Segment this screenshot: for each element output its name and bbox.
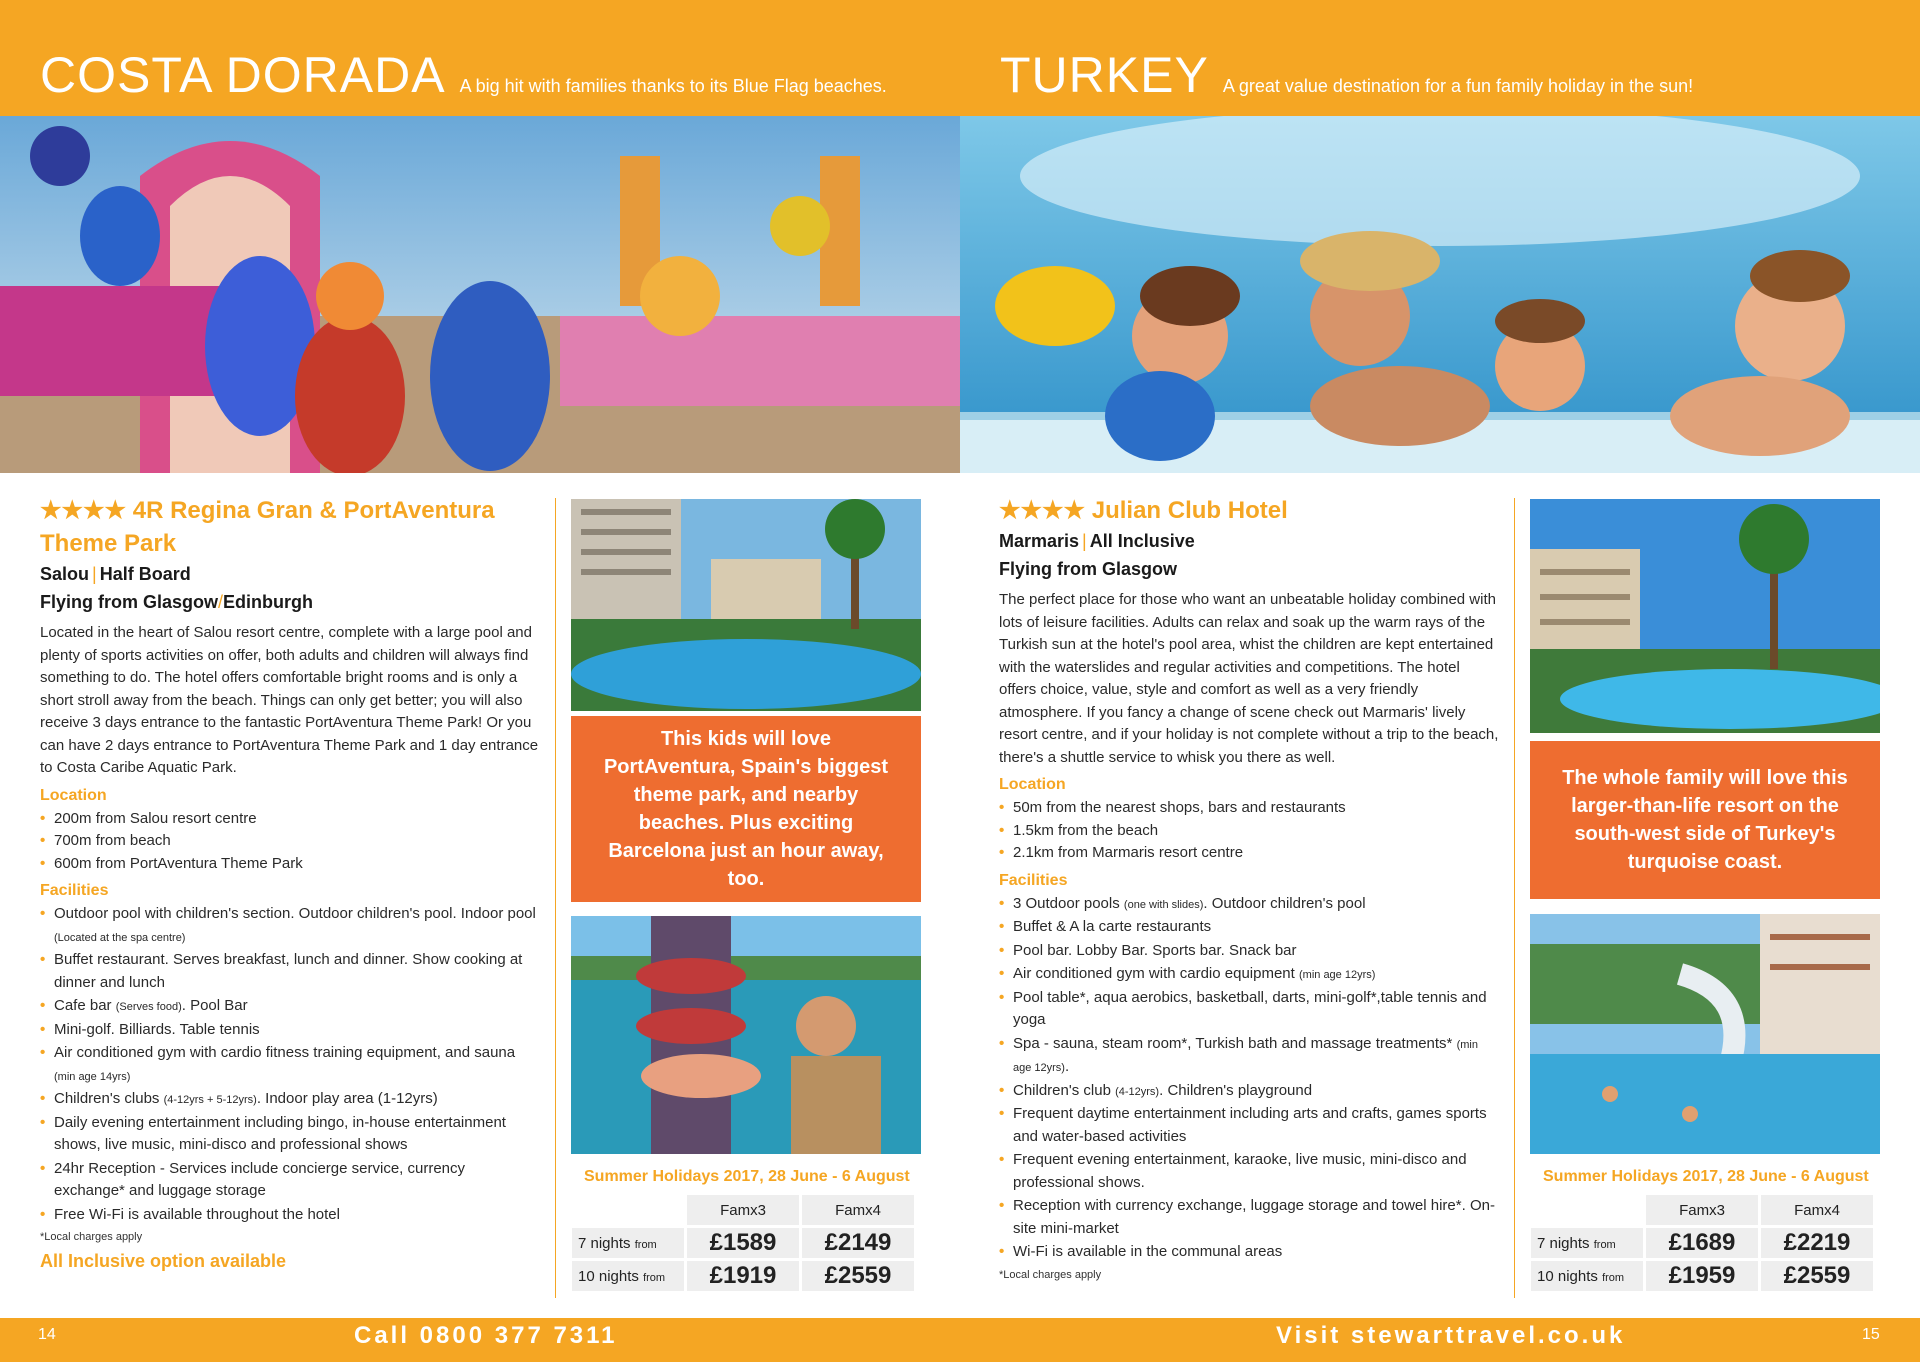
facilities-list bbox=[40, 903, 540, 1227]
list-item: • Spa - sauna, steam room*, Turkish bath and massage treatments* (min age 12yrs). bbox=[999, 1034, 1478, 1075]
column-header: Famx4 bbox=[802, 1195, 914, 1225]
hotel-block-regina bbox=[40, 494, 540, 1272]
table-header-row bbox=[1531, 1195, 1873, 1225]
price-cell: £2149 bbox=[802, 1228, 914, 1258]
price-cell: £2219 bbox=[1761, 1228, 1873, 1258]
page-number-left: 14 bbox=[38, 1326, 56, 1343]
hotel-name-line1: Julian Club Hotel bbox=[1091, 497, 1288, 524]
list-item: • Children's club (4-12yrs). Children's playground bbox=[999, 1081, 1313, 1099]
list-item: • 1.5km from the beach bbox=[999, 821, 1159, 839]
column-header: Famx3 bbox=[1646, 1195, 1758, 1225]
price-cell: £1919 bbox=[687, 1261, 799, 1291]
hotel-description: The perfect place for those who want an unbeatable holiday combined with lots of leisure facilities. Adults can relax and soak up the warm rays of the Turkish sun at the hotel's pool area, whist the children are kept entertained with the waterslides and regular activities and competitions. The hotel offers choice, value, style and comfort as well as a very friendly atmosphere. If you fancy a change of scene check out Marmaris' lively resort centre, and if your holiday is not complete without a trip to the beach, there's a shuttle service to whisk you there as well. bbox=[999, 591, 1499, 766]
price-table-right bbox=[1528, 1192, 1876, 1294]
resort-board bbox=[40, 560, 540, 588]
resort-name: Marmaris bbox=[999, 531, 1080, 551]
list-item: • Pool bar. Lobby Bar. Sports bar. Snack bar bbox=[999, 941, 1297, 959]
list-item: • Frequent evening entertainment, karaoke, live music, mini-disco and professional shows. bbox=[999, 1151, 1467, 1191]
column-header: Famx3 bbox=[687, 1195, 799, 1225]
list-item: • 200m from Salou resort centre bbox=[40, 809, 257, 827]
header-left bbox=[40, 47, 887, 103]
hotel-title-regina bbox=[40, 494, 540, 560]
waterslide-photo bbox=[1530, 914, 1880, 1154]
nights-label: 10 nights from bbox=[1531, 1261, 1643, 1291]
facilities-heading: Facilities bbox=[40, 882, 109, 899]
hero-photo-theme-park bbox=[0, 116, 960, 473]
region-title-turkey: TURKEY bbox=[1000, 47, 1209, 103]
resort-name: Salou bbox=[40, 564, 90, 584]
divider bbox=[1514, 498, 1515, 1298]
page-number-right: 15 bbox=[1862, 1326, 1880, 1343]
list-item: • Mini-golf. Billiards. Table tennis bbox=[40, 1020, 260, 1038]
location-list bbox=[40, 808, 540, 876]
hotel-name-line2: Theme Park bbox=[40, 530, 177, 557]
all-inclusive-note: All Inclusive option available bbox=[40, 1251, 287, 1271]
star-rating-icon: ★★★★ bbox=[40, 497, 127, 524]
nights-label: 7 nights from bbox=[572, 1228, 684, 1258]
promo-box-left: This kids will love PortAventura, Spain's biggest theme park, and nearby beaches. Plus exciting Barcelona just an hour away, too. bbox=[571, 716, 921, 902]
flying-from bbox=[40, 588, 540, 616]
list-item: • Pool table*, aqua aerobics, basketball, darts, mini-golf*,table tennis and yoga bbox=[999, 988, 1487, 1028]
list-item: • Children's clubs (4-12yrs + 5-12yrs). Indoor play area (1-12yrs) bbox=[40, 1090, 438, 1107]
hotel-block-julian bbox=[999, 494, 1499, 1281]
list-item: • 50m from the nearest shops, bars and restaurants bbox=[999, 799, 1346, 816]
separator: | bbox=[1082, 531, 1087, 551]
column-header: Famx4 bbox=[1761, 1195, 1873, 1225]
list-item: • Free Wi-Fi is available throughout the hotel bbox=[40, 1205, 340, 1223]
dates-heading-left: Summer Holidays 2017, 28 June - 6 August bbox=[584, 1168, 910, 1185]
list-item: • 600m from PortAventura Theme Park bbox=[40, 854, 303, 872]
list-item: • 24hr Reception - Services include concierge service, currency exchange* and luggage storage bbox=[40, 1159, 466, 1199]
list-item: • Buffet & A la carte restaurants bbox=[999, 918, 1212, 935]
price-cell: £1589 bbox=[687, 1228, 799, 1258]
board-type: Half Board bbox=[99, 564, 191, 584]
list-item: • 2.1km from Marmaris resort centre bbox=[999, 844, 1244, 861]
region-title-costa-dorada: COSTA DORADA bbox=[40, 47, 446, 103]
price-cell: £1689 bbox=[1646, 1228, 1758, 1258]
flying-from-b: Edinburgh bbox=[223, 592, 314, 612]
hotel-title-julian bbox=[999, 494, 1499, 527]
list-item: • Air conditioned gym with cardio equipment (min age 12yrs) bbox=[999, 965, 1376, 982]
hotel-resort-photo bbox=[1530, 499, 1880, 733]
location-heading: Location bbox=[999, 776, 1066, 793]
hotel-name-line1: 4R Regina Gran & PortAventura bbox=[132, 497, 495, 524]
location-list bbox=[999, 797, 1499, 865]
resort-board bbox=[999, 527, 1499, 555]
table-row bbox=[572, 1261, 914, 1291]
location-heading: Location bbox=[40, 786, 107, 804]
list-item: • Frequent daytime entertainment including arts and crafts, games sports and water-based activities bbox=[999, 1105, 1487, 1145]
table-row bbox=[1531, 1228, 1873, 1258]
table-header-row bbox=[572, 1195, 914, 1225]
footer-phone: Call 0800 377 7311 bbox=[354, 1322, 618, 1349]
hotel-description: Located in the heart of Salou resort centre, complete with a large pool and plenty of sports activities on offer, both adults and children will always find something to do. The hotel offers comfortable bright rooms and is only a short stroll away from the beach. Things can only get better; you will also receive 3 days entrance to the fantastic PortAventura Theme Park! Or you can have 2 days entrance to PortAventura Theme Park and 1 day entrance to Costa Caribe Aquatic Park. bbox=[40, 624, 539, 776]
table-row bbox=[1531, 1261, 1873, 1291]
list-item: • Reception with currency exchange, luggage storage and towel hire*. On-site mini-market bbox=[999, 1197, 1495, 1237]
board-type: All Inclusive bbox=[1089, 531, 1195, 551]
table-row bbox=[572, 1228, 914, 1258]
price-cell: £2559 bbox=[1761, 1261, 1873, 1291]
list-item: • Wi-Fi is available in the communal areas bbox=[999, 1243, 1283, 1260]
list-item: • Air conditioned gym with cardio fitness training equipment, and sauna (min age 14yrs) bbox=[40, 1044, 516, 1083]
separator: | bbox=[92, 564, 97, 584]
nights-label: 10 nights from bbox=[572, 1261, 684, 1291]
list-item: • Buffet restaurant. Serves breakfast, lunch and dinner. Show cooking at dinner and lunch bbox=[40, 951, 523, 991]
charges-note: *Local charges apply bbox=[999, 1268, 1102, 1281]
region-tagline-left: A big hit with families thanks to its Blue Flag beaches. bbox=[459, 76, 887, 96]
star-rating-icon: ★★★★ bbox=[999, 497, 1086, 524]
flying-from: Flying from Glasgow bbox=[999, 559, 1178, 579]
divider bbox=[555, 498, 556, 1298]
region-tagline-right: A great value destination for a fun family holiday in the sun! bbox=[1222, 76, 1694, 96]
charges-note: *Local charges apply bbox=[40, 1231, 143, 1243]
promo-box-right: The whole family will love this larger-than-life resort on the south-west side of Turkey's turquoise coast. bbox=[1530, 741, 1880, 899]
list-item: • Cafe bar (Serves food). Pool Bar bbox=[40, 997, 248, 1014]
list-item: • 700m from beach bbox=[40, 832, 171, 849]
list-item: • Daily evening entertainment including bingo, in-house entertainment shows, live music, mini-disco and professional shows bbox=[40, 1113, 506, 1153]
dates-heading-right: Summer Holidays 2017, 28 June - 6 August bbox=[1543, 1168, 1869, 1185]
hero-photo-pool-family bbox=[960, 116, 1920, 473]
price-cell: £2559 bbox=[802, 1261, 914, 1291]
separator: / bbox=[218, 592, 224, 612]
list-item: • 3 Outdoor pools (one with slides). Outdoor children's pool bbox=[999, 894, 1366, 912]
facilities-list bbox=[999, 893, 1499, 1265]
price-cell: £1959 bbox=[1646, 1261, 1758, 1291]
list-item: • Outdoor pool with children's section. Outdoor children's pool. Indoor pool (Located at the spa centre) bbox=[40, 905, 536, 944]
price-table-left bbox=[569, 1192, 917, 1294]
hotel-pool-photo bbox=[571, 499, 921, 711]
footer-website: Visit stewarttravel.co.uk bbox=[1276, 1322, 1626, 1349]
header-right bbox=[1000, 47, 1694, 103]
nights-label: 7 nights from bbox=[1531, 1228, 1643, 1258]
ride-photo bbox=[571, 916, 921, 1154]
facilities-heading: Facilities bbox=[999, 871, 1068, 889]
flying-from-a: Flying from Glasgow bbox=[40, 592, 219, 612]
footer-band bbox=[0, 1318, 1920, 1362]
